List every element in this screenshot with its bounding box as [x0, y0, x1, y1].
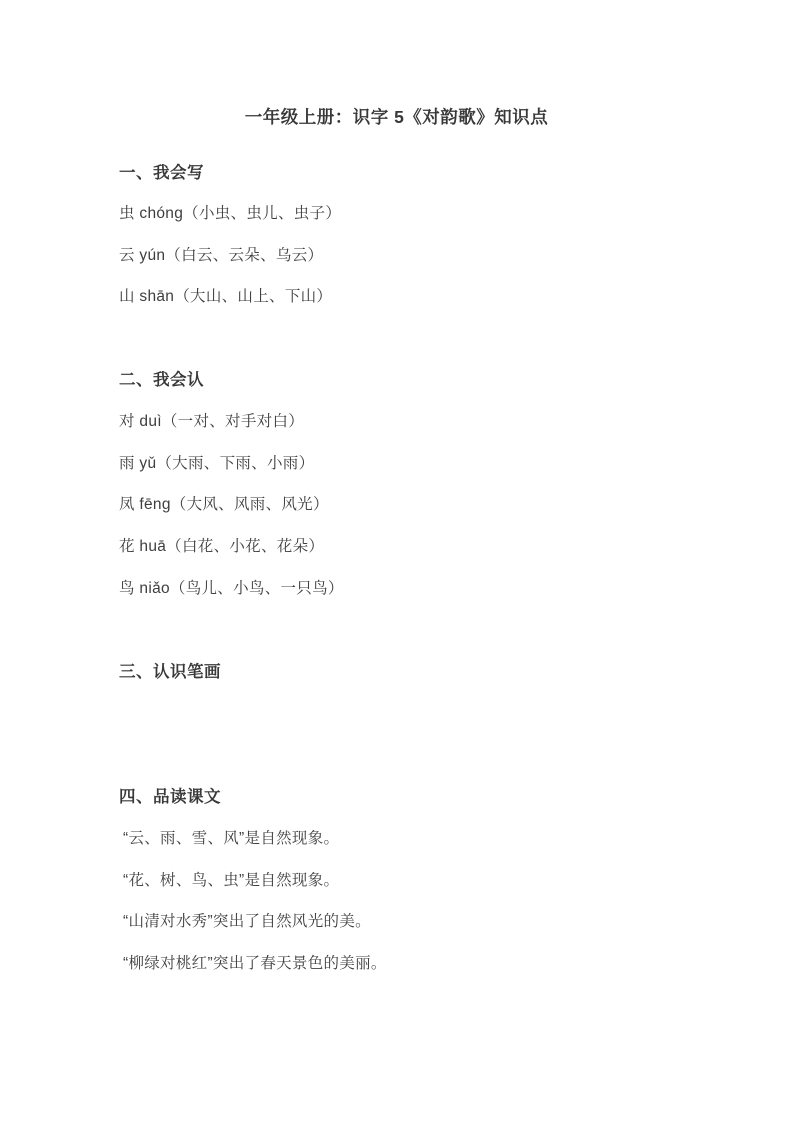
sentence: “柳绿对桃红”突出了春天景色的美丽。: [123, 955, 387, 972]
word-entry: 云 yún（白云、云朵、乌云）: [119, 247, 324, 264]
word-entry: 虫 chóng（小虫、虫儿、虫子）: [119, 205, 342, 222]
word-entry: 花 huā（白花、小花、花朵）: [119, 538, 325, 555]
word-entry: 山 shān（大山、山上、下山）: [119, 288, 333, 305]
sentence: “花、树、鸟、虫”是自然现象。: [123, 872, 340, 889]
section-2-heading: 二、我会认: [119, 371, 204, 389]
sentence: “山清对水秀”突出了自然风光的美。: [123, 913, 371, 930]
document-title: 一年级上册：识字 5《对韵歌》知识点: [244, 107, 549, 127]
sentence: “云、雨、雪、风”是自然现象。: [123, 830, 340, 847]
section-1-heading: 一、我会写: [119, 164, 204, 182]
section-3-heading: 三、认识笔画: [119, 663, 221, 681]
section-4-heading: 四、品读课文: [119, 788, 221, 806]
word-entry: 鸟 niǎo（鸟儿、小鸟、一只鸟）: [119, 580, 344, 597]
word-entry: 凤 fēng（大风、风雨、风光）: [119, 496, 329, 513]
word-entry: 雨 yǔ（大雨、下雨、小雨）: [119, 455, 315, 472]
word-entry: 对 duì（一对、对手对白）: [119, 413, 305, 430]
